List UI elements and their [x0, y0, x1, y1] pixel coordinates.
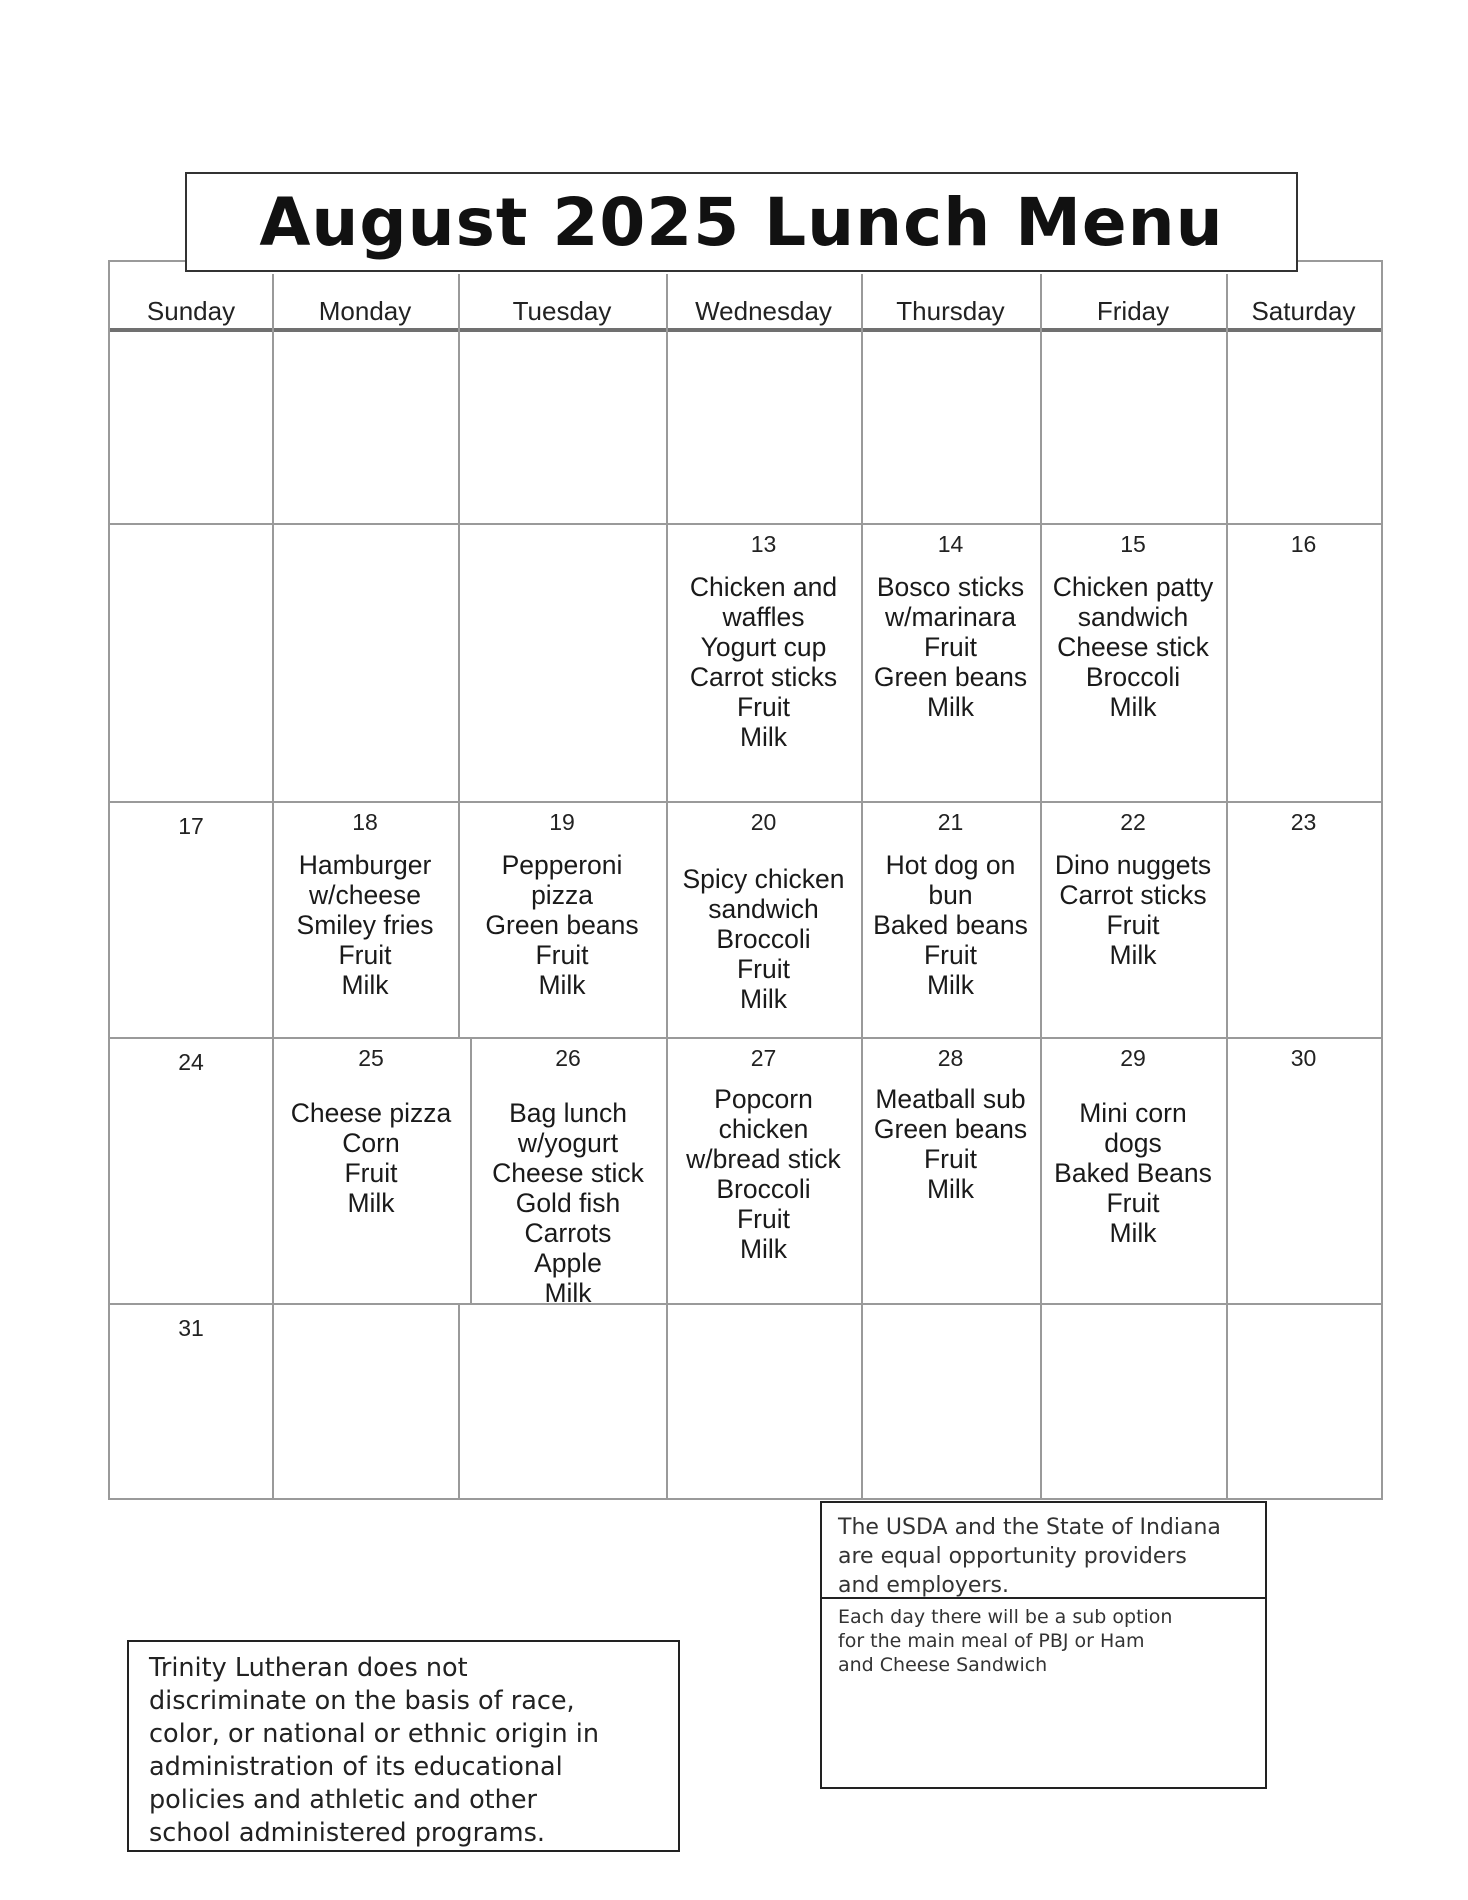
- menu-item: Milk: [926, 692, 975, 722]
- menu-item: Carrot sticks: [1059, 880, 1207, 910]
- day-number: 20: [750, 809, 777, 835]
- day-cell: [1226, 523, 1381, 801]
- day-cell: [1040, 801, 1226, 1037]
- menu-item: w/bread stick: [686, 1144, 841, 1174]
- day-cell: [1226, 1303, 1381, 1498]
- menu-item: Mini corn: [1079, 1098, 1187, 1128]
- menu-item: w/yogurt: [517, 1128, 619, 1158]
- menu-item: waffles: [722, 602, 805, 632]
- menu-item: Green beans: [485, 910, 639, 940]
- menu-list: [666, 1084, 861, 1264]
- day-cell: [272, 1037, 470, 1303]
- day-number: 27: [750, 1045, 777, 1071]
- menu-item: Fruit: [924, 940, 977, 970]
- day-number: 29: [1120, 1045, 1146, 1071]
- menu-item: Gold fish: [515, 1188, 621, 1218]
- menu-list: [861, 572, 1040, 722]
- menu-item: Fruit: [737, 692, 790, 722]
- nondiscrimination-line: color, or national or ethnic origin in: [149, 1719, 600, 1749]
- day-cell: [272, 1303, 458, 1498]
- menu-item: Baked beans: [873, 910, 1028, 940]
- menu-item: Milk: [926, 970, 975, 1000]
- menu-item: Broccoli: [716, 1174, 811, 1204]
- day-cell: [110, 1303, 272, 1498]
- menu-list: [861, 850, 1040, 1000]
- day-cell: [1040, 1037, 1226, 1303]
- nondiscrimination-line: administration of its educational: [149, 1752, 563, 1782]
- menu-item: Dino nuggets: [1054, 850, 1212, 880]
- day-name-sunday: Sunday: [146, 296, 236, 326]
- menu-item: Green beans: [873, 1114, 1028, 1144]
- menu-item: Bosco sticks: [876, 572, 1025, 602]
- menu-item: Spicy chicken: [682, 864, 845, 894]
- menu-item: Popcorn: [714, 1084, 813, 1114]
- menu-item: Milk: [739, 1234, 788, 1264]
- menu-item: Corn: [342, 1128, 400, 1158]
- day-cell: [458, 523, 666, 801]
- menu-item: bun: [928, 880, 973, 910]
- day-cell: [110, 523, 272, 801]
- menu-item: Fruit: [1106, 910, 1160, 940]
- nondiscrimination-line: school administered programs.: [149, 1818, 545, 1848]
- day-cell: [458, 1303, 666, 1498]
- header-column-divider: [1040, 274, 1042, 328]
- menu-item: Milk: [538, 970, 586, 1000]
- menu-item: sandwich: [1077, 602, 1189, 632]
- menu-list: [861, 1084, 1040, 1204]
- usda-notice-line: are equal opportunity providers: [838, 1544, 1187, 1569]
- day-cell: [666, 801, 861, 1037]
- day-cell: [470, 1037, 666, 1308]
- menu-item: Cheese stick: [1057, 632, 1209, 662]
- menu-list: [1040, 1098, 1226, 1248]
- day-cell: [110, 328, 272, 523]
- day-number: 18: [352, 809, 378, 835]
- day-cell: [861, 523, 1040, 801]
- day-number: 14: [937, 531, 964, 557]
- menu-list: [470, 1098, 666, 1308]
- day-cell: [458, 801, 666, 1037]
- day-cell: [861, 1303, 1040, 1498]
- day-cell: [861, 1037, 1040, 1303]
- day-cell: [458, 328, 666, 523]
- page-title: August 2025 Lunch Menu: [259, 183, 1224, 261]
- menu-list: [272, 850, 458, 1000]
- menu-item: Green beans: [873, 662, 1028, 692]
- menu-item: pizza: [531, 880, 593, 910]
- day-cell: [861, 801, 1040, 1037]
- menu-item: Fruit: [344, 1158, 398, 1188]
- header-column-divider: [861, 274, 863, 328]
- menu-item: Milk: [1109, 692, 1157, 722]
- menu-item: Meatball sub: [875, 1084, 1026, 1114]
- header-column-divider: [1226, 274, 1228, 328]
- day-number: 23: [1290, 809, 1317, 835]
- menu-item: Fruit: [535, 940, 589, 970]
- menu-item: Milk: [1109, 1218, 1157, 1248]
- nondiscrimination-line: policies and athletic and other: [149, 1785, 538, 1815]
- day-cell: [1040, 1303, 1226, 1498]
- day-number: 22: [1120, 809, 1146, 835]
- day-number: 26: [555, 1045, 581, 1071]
- menu-item: Milk: [739, 722, 788, 752]
- menu-list: [666, 572, 861, 752]
- day-cell: [110, 801, 272, 1037]
- menu-item: sandwich: [708, 894, 819, 924]
- day-number: 13: [750, 531, 777, 557]
- day-name-monday: Monday: [318, 296, 412, 326]
- header-column-divider: [666, 274, 668, 328]
- day-cell: [1040, 328, 1226, 523]
- menu-item: Fruit: [1106, 1188, 1160, 1218]
- menu-item: dogs: [1104, 1128, 1162, 1158]
- menu-item: Chicken patty: [1052, 572, 1214, 602]
- menu-item: Broccoli: [1085, 662, 1181, 692]
- day-number: 21: [937, 809, 964, 835]
- day-of-week-header: [110, 262, 1381, 330]
- day-number: 19: [549, 809, 575, 835]
- menu-item: Bag lunch: [509, 1098, 627, 1128]
- menu-item: Smiley fries: [296, 910, 434, 940]
- day-cell: [861, 328, 1040, 523]
- menu-item: Hamburger: [298, 850, 432, 880]
- day-name-saturday: Saturday: [1251, 296, 1356, 326]
- menu-item: Fruit: [924, 1144, 977, 1174]
- nondiscrimination-line: discriminate on the basis of race,: [149, 1686, 575, 1716]
- menu-list: [1040, 850, 1226, 970]
- day-number: 28: [937, 1045, 964, 1071]
- menu-item: Milk: [739, 984, 788, 1014]
- menu-item: Apple: [534, 1248, 602, 1278]
- day-number: 25: [358, 1045, 384, 1071]
- day-cell: [666, 523, 861, 801]
- menu-item: Milk: [1109, 940, 1157, 970]
- menu-item: Cheese pizza: [290, 1098, 452, 1128]
- menu-item: Yogurt cup: [700, 632, 827, 662]
- day-cell: [1040, 523, 1226, 801]
- menu-list: [458, 850, 666, 1000]
- day-number: 17: [178, 813, 204, 839]
- day-number: 31: [178, 1315, 204, 1341]
- day-name-thursday: Thursday: [896, 296, 1005, 326]
- day-cell: [666, 328, 861, 523]
- menu-item: Carrot sticks: [689, 662, 838, 692]
- day-cell: [1226, 328, 1381, 523]
- nondiscrimination-notice: [127, 1640, 680, 1852]
- usda-notice: [822, 1503, 1265, 1599]
- menu-item: Fruit: [737, 954, 790, 984]
- menu-item: Carrots: [524, 1218, 612, 1248]
- menu-item: Milk: [544, 1278, 592, 1308]
- day-name-tuesday: Tuesday: [512, 296, 612, 326]
- sub-option-line: and Cheese Sandwich: [838, 1654, 1048, 1676]
- menu-item: w/cheese: [309, 880, 421, 910]
- sub-option-line: Each day there will be a sub option: [838, 1606, 1173, 1628]
- day-cell: [1226, 1037, 1381, 1303]
- usda-notice-box: [820, 1501, 1267, 1789]
- menu-item: w/marinara: [884, 602, 1017, 632]
- menu-item: Milk: [341, 970, 389, 1000]
- usda-notice-line: and employers.: [838, 1573, 1009, 1598]
- day-number: 30: [1290, 1045, 1317, 1071]
- day-number: 16: [1290, 531, 1317, 557]
- menu-item: Cheese stick: [492, 1158, 644, 1188]
- sub-option-notice: [822, 1599, 1265, 1677]
- menu-item: Milk: [926, 1174, 975, 1204]
- menu-item: Chicken and: [689, 572, 838, 602]
- menu-item: Broccoli: [716, 924, 811, 954]
- menu-item: Pepperoni: [501, 850, 623, 880]
- title-box: [185, 172, 1298, 272]
- sub-option-line: for the main meal of PBJ or Ham: [838, 1630, 1145, 1652]
- day-cell: [1226, 801, 1381, 1037]
- usda-notice-line: The USDA and the State of Indiana: [838, 1515, 1221, 1540]
- menu-list: [666, 864, 861, 1014]
- day-number: 24: [178, 1049, 204, 1075]
- day-cell: [666, 1303, 861, 1498]
- day-name-friday: Friday: [1096, 296, 1170, 326]
- day-cell: [272, 328, 458, 523]
- menu-item: Baked Beans: [1054, 1158, 1212, 1188]
- menu-item: Fruit: [924, 632, 977, 662]
- day-cell: [110, 1037, 272, 1303]
- day-name-wednesday: Wednesday: [695, 296, 832, 326]
- header-column-divider: [272, 274, 274, 328]
- nondiscrimination-line: Trinity Lutheran does not: [149, 1653, 468, 1683]
- menu-item: Milk: [347, 1188, 395, 1218]
- menu-item: Fruit: [338, 940, 392, 970]
- menu-item: chicken: [718, 1114, 809, 1144]
- menu-list: [1040, 572, 1226, 722]
- day-cell: [272, 801, 458, 1037]
- menu-item: Hot dog on: [885, 850, 1016, 880]
- menu-item: Fruit: [737, 1204, 790, 1234]
- day-cell: [272, 523, 458, 801]
- calendar-grid: [108, 260, 1383, 1500]
- header-column-divider: [458, 274, 460, 328]
- day-cell: [666, 1037, 861, 1303]
- day-number: 15: [1120, 531, 1146, 557]
- menu-list: [272, 1098, 470, 1218]
